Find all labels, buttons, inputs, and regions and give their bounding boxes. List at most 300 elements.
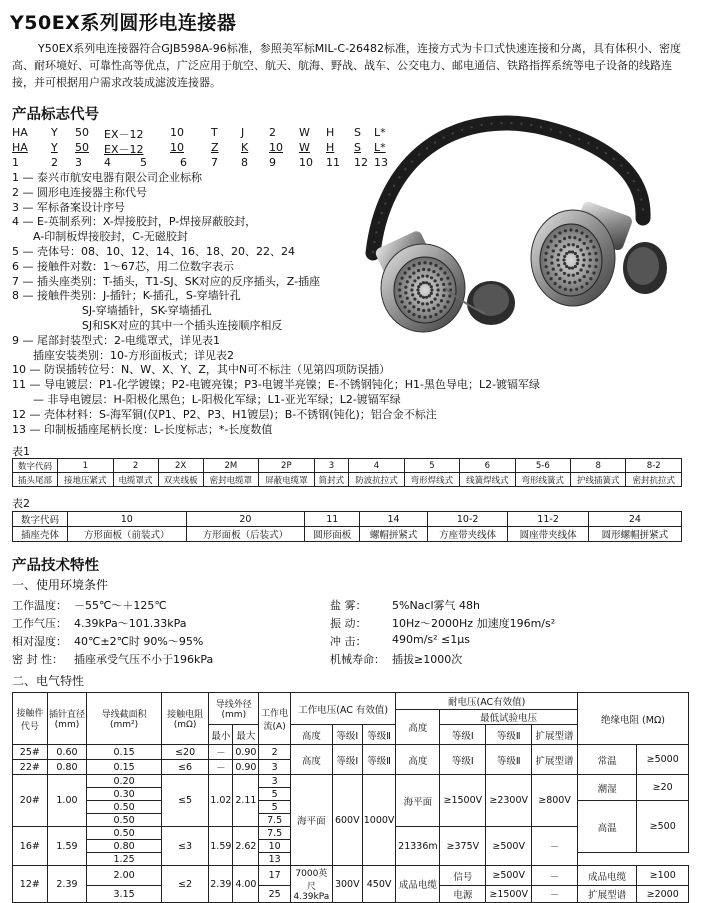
connector-pin <box>433 279 436 282</box>
connector-pin <box>410 288 413 291</box>
connector-pin <box>425 296 428 299</box>
connector-pin <box>412 313 415 316</box>
connector-pin <box>417 285 420 288</box>
cell: 300V <box>332 866 362 903</box>
env-value: 插拔≥1000次 <box>392 653 463 666</box>
cell: 0.50 <box>87 827 162 840</box>
cell: 海平面 <box>290 775 332 866</box>
connector-pin <box>594 265 597 268</box>
cell: ≥5000 <box>637 745 689 775</box>
connector-pin <box>563 262 566 265</box>
connector-pin <box>563 255 566 258</box>
connector-pin <box>428 283 431 286</box>
connector-pin <box>589 258 592 261</box>
connector-pin <box>558 240 561 243</box>
cell: － <box>532 827 578 866</box>
connector-pin <box>592 271 595 274</box>
code-segment: H <box>326 126 335 139</box>
definition-line: 10 — 防误插转位号：N、W、X、Y、Z，其中N可不标注（见第四项防误插） <box>12 363 391 377</box>
env-value: 490m/s² ≤1μs <box>392 633 470 646</box>
hdr-insulation: 绝缘电阻 (MΩ) <box>577 693 688 745</box>
definition-line: 8 — 接触件类别：J-插针；K-插孔，S-穿墙针孔 <box>12 289 241 303</box>
definition-line: 2 — 圆形电连接器主称代号 <box>12 185 147 199</box>
cell: 信号 <box>440 866 486 886</box>
code-segment: 4 <box>104 156 111 169</box>
cell: 3 <box>259 760 291 775</box>
table-cell: 8 <box>571 459 626 473</box>
connector-pin <box>437 288 440 291</box>
cell: 高温 <box>577 801 636 853</box>
table1-label: 表1 <box>12 445 30 458</box>
code-segment: EX－12 <box>104 128 144 141</box>
table-cell: 3 <box>314 459 349 473</box>
table-cell: 11 <box>305 512 360 527</box>
cell: ≥375V <box>440 827 486 866</box>
connector-pin <box>554 244 557 247</box>
env-value: 5%Nacl雾气 48h <box>392 599 480 612</box>
connector-pin <box>437 304 440 307</box>
cell: 22# <box>13 760 48 775</box>
cell: ≥20 <box>637 775 689 801</box>
connector-pin <box>558 285 561 288</box>
table-cell: 弯形焊线式 <box>404 473 459 487</box>
code-segment: Z <box>211 141 219 154</box>
connector-pin <box>412 271 415 274</box>
cell: ≥800V <box>532 775 578 827</box>
table-cell: 密封抗拉式 <box>626 473 682 487</box>
cell: 2.39 <box>209 866 233 903</box>
connector-pin <box>443 271 446 274</box>
connector-pin <box>562 258 565 261</box>
connector-pin <box>437 273 440 276</box>
connector-pin <box>552 267 555 270</box>
tech-heading: 产品技术特性 <box>12 558 99 574</box>
cell: 潮湿 <box>577 775 636 801</box>
connector-pin <box>556 258 559 261</box>
connector-pin <box>580 231 583 234</box>
connector-pin <box>434 313 437 316</box>
code-segment: 3 <box>75 156 82 169</box>
connector-pin <box>571 250 574 253</box>
connector-pin <box>559 268 562 271</box>
connector-pin <box>574 265 577 268</box>
connector-pin <box>557 253 560 256</box>
connector-pin <box>583 258 586 261</box>
table-cell: 数字代码 <box>13 459 58 473</box>
connector-pin <box>573 281 576 284</box>
cell: 13 <box>259 853 291 866</box>
table-cell: 5-6 <box>515 459 570 473</box>
env-value: 10Hz～2000Hz 加速度196m/s² <box>392 617 556 630</box>
code-segment: S <box>354 141 361 154</box>
cell: 2.11 <box>233 775 259 827</box>
connector-pin <box>582 253 585 256</box>
table-cell: 1 <box>58 459 113 473</box>
connector-pin <box>417 301 420 304</box>
connector-pin <box>429 262 432 265</box>
connector-pin <box>404 291 407 294</box>
cell: ≥2000 <box>637 886 689 903</box>
cell: 600V <box>332 775 362 866</box>
connector-pin <box>576 255 579 258</box>
connector-pin <box>426 302 429 305</box>
table-cell: 8-2 <box>626 459 682 473</box>
connector-pin <box>419 283 422 286</box>
code-segment: H <box>326 141 335 154</box>
connector-pin <box>425 281 428 284</box>
cell: 等级Ⅱ <box>486 745 532 775</box>
connector-pin <box>585 235 588 238</box>
code-segment: HA <box>12 141 28 154</box>
cell: 1.25 <box>87 853 162 866</box>
cell: 成品电缆 <box>396 866 440 903</box>
connector-pin <box>578 279 581 282</box>
table-cell: 24 <box>588 512 681 527</box>
table1-header-row <box>13 459 682 473</box>
cell: 等级Ⅰ <box>440 745 486 775</box>
cell: 成品电缆 <box>577 866 636 886</box>
connector-pin <box>422 281 425 284</box>
cell: 2.00 <box>87 866 162 886</box>
connector-pin <box>550 255 553 258</box>
hdr-lv1: 等级Ⅰ <box>332 725 362 745</box>
connector-pin <box>440 278 443 281</box>
connector-pin <box>595 258 598 261</box>
cell: 等级Ⅱ <box>362 745 396 775</box>
connector-pin <box>417 276 420 279</box>
definition-line: SJ和SK对应的其中一个插头连接顺序相反 <box>12 318 283 332</box>
code-segment: S <box>354 126 361 139</box>
table-2 <box>12 511 682 542</box>
connector-pin <box>569 288 572 291</box>
cell: 常温 <box>577 745 636 775</box>
connector-pin <box>442 294 445 297</box>
table-cell: 密封电缆罩 <box>203 473 258 487</box>
table-cell: 插头尾部 <box>13 473 58 487</box>
cell: － <box>532 886 578 903</box>
table2-header-row <box>13 512 682 527</box>
connector-pin <box>557 264 560 267</box>
cell: 10 <box>259 840 291 853</box>
table-cell: 方形面板（后装式） <box>186 527 305 542</box>
table1-data-row <box>13 473 682 487</box>
cell: 1.59 <box>47 827 87 866</box>
connector-pin <box>576 262 579 265</box>
env-label: 相对湿度： <box>12 635 67 648</box>
connector-pin <box>430 285 433 288</box>
connector-pin <box>594 252 597 255</box>
table-cell: 数字代码 <box>13 512 68 527</box>
table-cell: 10 <box>67 512 186 527</box>
cell: 0.90 <box>233 745 259 760</box>
code-segment: 10 <box>269 141 283 154</box>
code-segment: 5 <box>140 156 147 169</box>
connector-pin <box>419 294 422 297</box>
intro-paragraph: Y50EX系列电连接器符合GJB598A-96标准，参照美军标MIL-C-26482标准，连接方式为卡口式快速连接和分离，具有体积小、密度高、耐环境好、可靠性高等优点，广泛应用于航空、航天、航海、野战、战车、公交电力、邮电通信、铁路指挥系统等电子设备的线路连接，并可根据用户需求改装成滤波连接器。 <box>12 42 682 89</box>
connector-pin <box>583 242 586 245</box>
cell: ≥500V <box>486 866 532 886</box>
cell: 1.00 <box>47 775 87 827</box>
connector-pin <box>568 250 571 253</box>
connector-pin <box>421 275 424 278</box>
table-cell: 方座带夹线体 <box>427 527 507 542</box>
connector-pin <box>545 265 548 268</box>
code-segment: 10 <box>170 126 184 139</box>
connector-pin <box>544 258 547 261</box>
hdr-wire: 导线截面积(mm²) <box>87 693 162 745</box>
table-cell: 双夹线板 <box>158 473 203 487</box>
connector-pin <box>398 288 401 291</box>
connector-pin <box>568 236 571 239</box>
page-title: Y50EX系列圆形电连接器 <box>10 12 237 34</box>
table-cell: 方形面板（前装式） <box>67 527 186 542</box>
connector-pin <box>448 294 451 297</box>
definition-line: A-印制板焊接胶封，C-无磁胶封 <box>12 230 188 244</box>
connector-pin <box>564 288 567 291</box>
connector-pin <box>592 245 595 248</box>
cell: ≥500V <box>486 827 532 866</box>
cell: 高度 <box>396 745 440 775</box>
cell: 2.39 <box>47 866 87 903</box>
connector-pin <box>576 245 579 248</box>
cell: 5 <box>259 788 291 801</box>
table-cell: 护线插簧式 <box>571 473 626 487</box>
cell: ≥2300V <box>486 775 532 827</box>
code-segment: L* <box>374 126 386 139</box>
connector-pin <box>563 245 566 248</box>
connector-pin <box>408 275 411 278</box>
connector-pin <box>589 240 592 243</box>
cell: 3 <box>259 775 291 788</box>
connector-pin <box>400 300 403 303</box>
hdr-alt2: 高度 <box>396 710 440 745</box>
cell: ≤20 <box>161 745 208 760</box>
hdr-current: 工作电流(A) <box>259 693 291 745</box>
electrical-table <box>12 692 689 903</box>
env-value: 插座承受气压不小于196kPa <box>74 653 214 666</box>
hdr-ext: 扩展型谱 <box>532 725 578 745</box>
cell: － <box>209 760 233 775</box>
connector-pin <box>432 307 435 310</box>
code-segment: 1 <box>12 156 19 169</box>
cell: 0.50 <box>87 814 162 827</box>
definition-line: 3 — 军标备案设计序号 <box>12 200 125 214</box>
env-conditions <box>12 597 702 667</box>
connector-pin <box>416 288 419 291</box>
connector-pin <box>446 300 449 303</box>
hdr-voltage: 工作电压(AC 有效值) <box>290 693 396 725</box>
code-segment: EX－12 <box>104 143 144 156</box>
code-segment: K <box>241 141 249 154</box>
connector-pin <box>411 284 414 287</box>
connector-pin <box>439 267 442 270</box>
table-cell: 14 <box>360 512 428 527</box>
connector-pin <box>421 302 424 305</box>
table-cell: 接地压紧式 <box>58 473 113 487</box>
connector-pin <box>586 247 589 250</box>
hdr-w-lv2: 等级Ⅱ <box>486 725 532 745</box>
connector-pin <box>423 261 426 264</box>
env-value: 4.39kPa～101.33kPa <box>74 617 187 630</box>
connector-pin <box>428 294 431 297</box>
hdr-resistance: 接触电阻(mΩ) <box>161 693 208 745</box>
connector-pin <box>574 252 577 255</box>
connector-pin <box>417 308 420 311</box>
connector-pin <box>403 305 406 308</box>
connector-pin <box>554 235 557 238</box>
connector-pin <box>554 282 557 285</box>
cell: 0.20 <box>87 775 162 788</box>
connector-pin <box>586 270 589 273</box>
hdr-od-min: 最小 <box>209 725 233 745</box>
definition-line: 9 — 尾部封装型式：2-电缆罩式，详见表1 <box>12 333 220 347</box>
cell: ≥1500V <box>486 886 532 903</box>
hdr-od-max: 最大 <box>233 725 259 745</box>
cell: ≥1500V <box>440 775 486 827</box>
code-segment: T <box>211 126 218 139</box>
table2-label: 表2 <box>12 497 30 510</box>
code-segment: J <box>241 126 245 139</box>
table-cell: 圆形螺帽拼紧式 <box>588 527 681 542</box>
connector-pin <box>580 285 583 288</box>
connector-pin <box>436 284 439 287</box>
code-segment: 13 <box>374 156 388 169</box>
connector-pin <box>575 229 578 232</box>
definition-line: 7 — 插头座类别：T-插头，T1-SJ、SK对应的反序插头，Z-插座 <box>12 274 321 288</box>
connector-pin <box>554 273 557 276</box>
code-segment: 11 <box>326 156 340 169</box>
env-label: 密 封 性： <box>12 653 63 666</box>
table-cell: 6 <box>460 459 515 473</box>
table-cell: 线簧焊线式 <box>460 473 515 487</box>
connector-pin <box>413 279 416 282</box>
connector-pin <box>559 248 562 251</box>
connector-pin <box>583 275 586 278</box>
connector-pin <box>427 268 430 271</box>
table-cell: 圆座带夹线体 <box>508 527 588 542</box>
connector-pin <box>578 238 581 241</box>
connector-pin <box>569 228 572 231</box>
definition-line: — 非导电镀层：H-阳极化黑色；L-阳极化军绿；L1-亚光军绿；L2-镀镉军绿 <box>12 392 401 406</box>
hdr-alt: 高度 <box>290 725 332 745</box>
hdr-dia: 插针直径(mm) <box>47 693 87 745</box>
connector-pin <box>558 231 561 234</box>
table-cell: 插座壳体 <box>13 527 68 542</box>
elec-heading: 二、电气特性 <box>12 674 85 688</box>
env-label: 振 动： <box>330 617 367 630</box>
cell: 0.90 <box>233 760 259 775</box>
connector-pin <box>579 248 582 251</box>
connector-pin <box>408 267 411 270</box>
hdr-minv: 最低试验电压 <box>440 710 578 725</box>
connector-pin <box>411 293 414 296</box>
connector-pin <box>418 262 421 265</box>
cell: ≤3 <box>161 827 208 866</box>
code-segment: 8 <box>241 156 248 169</box>
connector-pin <box>446 277 449 280</box>
definition-line: 11 — 导电镀层：P1-化学镀镍；P2-电镀亮镍；P3-电镀半亮镍；E-不锈钢钝化；H1-黑色导电；L2-镀镉军绿 <box>12 378 541 392</box>
connector-pin <box>433 297 436 300</box>
cell: 7.5 <box>259 814 291 827</box>
connector-pin <box>567 274 570 277</box>
cell: 2 <box>259 745 291 760</box>
connector-pin <box>429 315 432 318</box>
table-cell: 10-2 <box>427 512 507 527</box>
table-cell: 螺帽拼紧式 <box>360 527 428 542</box>
cell: ≥500 <box>637 801 689 853</box>
connector-pin <box>403 271 406 274</box>
cell: 1.59 <box>209 827 233 866</box>
cell: 21336m <box>396 827 440 866</box>
connector-pin <box>406 297 409 300</box>
cell: 等级Ⅰ <box>332 745 362 775</box>
code-segment: 12 <box>354 156 368 169</box>
connector-pin <box>430 301 433 304</box>
table-cell: 2M <box>203 459 258 473</box>
table-cell: 防波抗拉式 <box>349 473 404 487</box>
connector-pin <box>589 277 592 280</box>
table-cell: 简封式 <box>314 473 349 487</box>
table-cell: 11-2 <box>508 512 588 527</box>
table-cell: 屏蔽电缆罩 <box>259 473 314 487</box>
connector-pin <box>422 296 425 299</box>
definition-line: 4 — E-英制系列：X-焊接胶封，P-焊接屏蔽胶封， <box>12 215 257 229</box>
connector-pin <box>399 294 402 297</box>
cell: 0.30 <box>87 788 162 801</box>
cell: 4.00 <box>233 866 259 903</box>
cell: 0.80 <box>87 840 162 853</box>
table-cell: 20 <box>186 512 305 527</box>
cell: 12# <box>13 866 48 903</box>
connector-pin <box>571 266 574 269</box>
table-cell: 5 <box>404 459 459 473</box>
connector-pin <box>404 286 407 289</box>
cell: 0.50 <box>87 801 162 814</box>
env-value: 40℃±2℃时 90%～95% <box>74 635 204 648</box>
cell: 电源 <box>440 886 486 903</box>
code-segment: W <box>299 126 310 139</box>
code-segment: L* <box>374 141 386 154</box>
definition-line: 12 — 壳体材料：S-海军铜(仅P1、P2、P3、H1镀层)；B-不锈钢(钝化)；铝合金不标注 <box>12 407 437 421</box>
hdr-contact: 接触件代号 <box>13 693 48 745</box>
code-segment: 50 <box>75 126 89 139</box>
connector-pin <box>575 288 578 291</box>
definition-line: 插座安装类别：10-方形面板式；详见表2 <box>12 348 234 362</box>
code-segment: 7 <box>211 156 218 169</box>
table-cell: 圆形面板 <box>305 527 360 542</box>
cell: 2.62 <box>233 827 259 866</box>
connector-pin <box>412 305 415 308</box>
connector-pin <box>546 245 549 248</box>
connector-pin <box>563 280 566 283</box>
connector-pin <box>565 265 568 268</box>
cell: ≥100 <box>637 866 689 886</box>
connector-pin <box>563 237 566 240</box>
connector-pin <box>558 277 561 280</box>
env-label: 工作温度： <box>12 599 67 612</box>
connector-pin <box>579 268 582 271</box>
connector-pin <box>399 282 402 285</box>
code-segment: 10 <box>170 141 184 154</box>
env-label: 工作气压： <box>12 617 67 630</box>
table-cell: 2P <box>259 459 314 473</box>
cell: 7000英尺 4.39kPa <box>290 866 332 903</box>
connector-pin <box>436 293 439 296</box>
hdr-withstand: 耐电压(AC有效值) <box>396 693 578 710</box>
cell: 扩展型谱 <box>532 745 578 775</box>
code-segment: 50 <box>75 141 89 154</box>
cell: 1000V <box>362 775 396 866</box>
